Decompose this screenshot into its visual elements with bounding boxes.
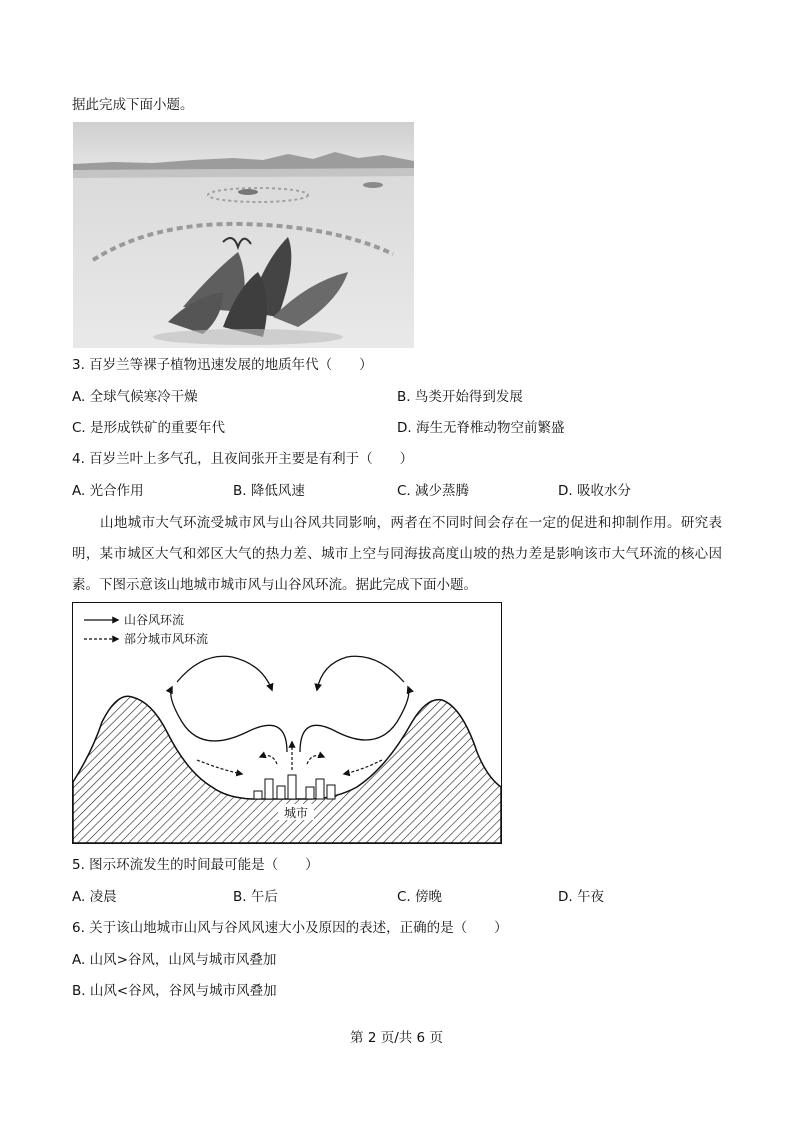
q4-option-d[interactable]: D. 吸收水分 <box>558 483 631 499</box>
legend-solid-label: 山谷风环流 <box>124 613 185 627</box>
q6-option-a[interactable]: A. 山风>谷风，山风与城市风叠加 <box>72 952 277 968</box>
q6-stem: 6. 关于该山地城市山风与谷风风速大小及原因的表述，正确的是（ ） <box>72 920 508 936</box>
valley-wind-diagram <box>72 602 502 844</box>
q3-option-b[interactable]: B. 鸟类开始得到发展 <box>397 389 523 405</box>
passage-text: 山地城市大气环流受城市风与山谷风共同影响，两者在不同时间会存在一定的促进和抑制作用。研究表明，某市城区大气和郊区大气的热力差、城市上空与同海拔高度山坡的热力差是影响该市大气环流的核心因素。下图示意该山地城市城市风与山谷风环流。据此完成下面小题。 <box>72 515 722 593</box>
intro-text: 据此完成下面小题。 <box>72 97 194 113</box>
legend-dashed-label: 部分城市风环流 <box>124 632 209 646</box>
q5-option-b[interactable]: B. 午后 <box>233 889 278 905</box>
q5-option-c[interactable]: C. 傍晚 <box>397 889 443 905</box>
q4-stem: 4. 百岁兰叶上多气孔，且夜间张开主要是有利于（ ） <box>72 451 414 467</box>
q3-option-c[interactable]: C. 是形成铁矿的重要年代 <box>72 420 226 436</box>
q3-option-a[interactable]: A. 全球气候寒冷干燥 <box>72 389 198 405</box>
q4-option-b[interactable]: B. 降低风速 <box>233 483 305 499</box>
welwitschia-photo <box>73 122 414 348</box>
q6-option-b[interactable]: B. 山风<谷风，谷风与城市风叠加 <box>72 983 277 999</box>
page-footer: 第 2 页/共 6 页 <box>350 1030 443 1046</box>
q4-option-c[interactable]: C. 减少蒸腾 <box>397 483 470 499</box>
q3-option-d[interactable]: D. 海生无脊椎动物空前繁盛 <box>397 420 565 436</box>
q4-option-a[interactable]: A. 光合作用 <box>72 483 144 499</box>
city-label: 城市 <box>283 806 309 820</box>
q3-stem: 3. 百岁兰等裸子植物迅速发展的地质年代（ ） <box>72 357 373 373</box>
q5-option-a[interactable]: A. 凌晨 <box>72 889 117 905</box>
q5-stem: 5. 图示环流发生的时间最可能是（ ） <box>72 857 319 873</box>
q5-option-d[interactable]: D. 午夜 <box>558 889 604 905</box>
